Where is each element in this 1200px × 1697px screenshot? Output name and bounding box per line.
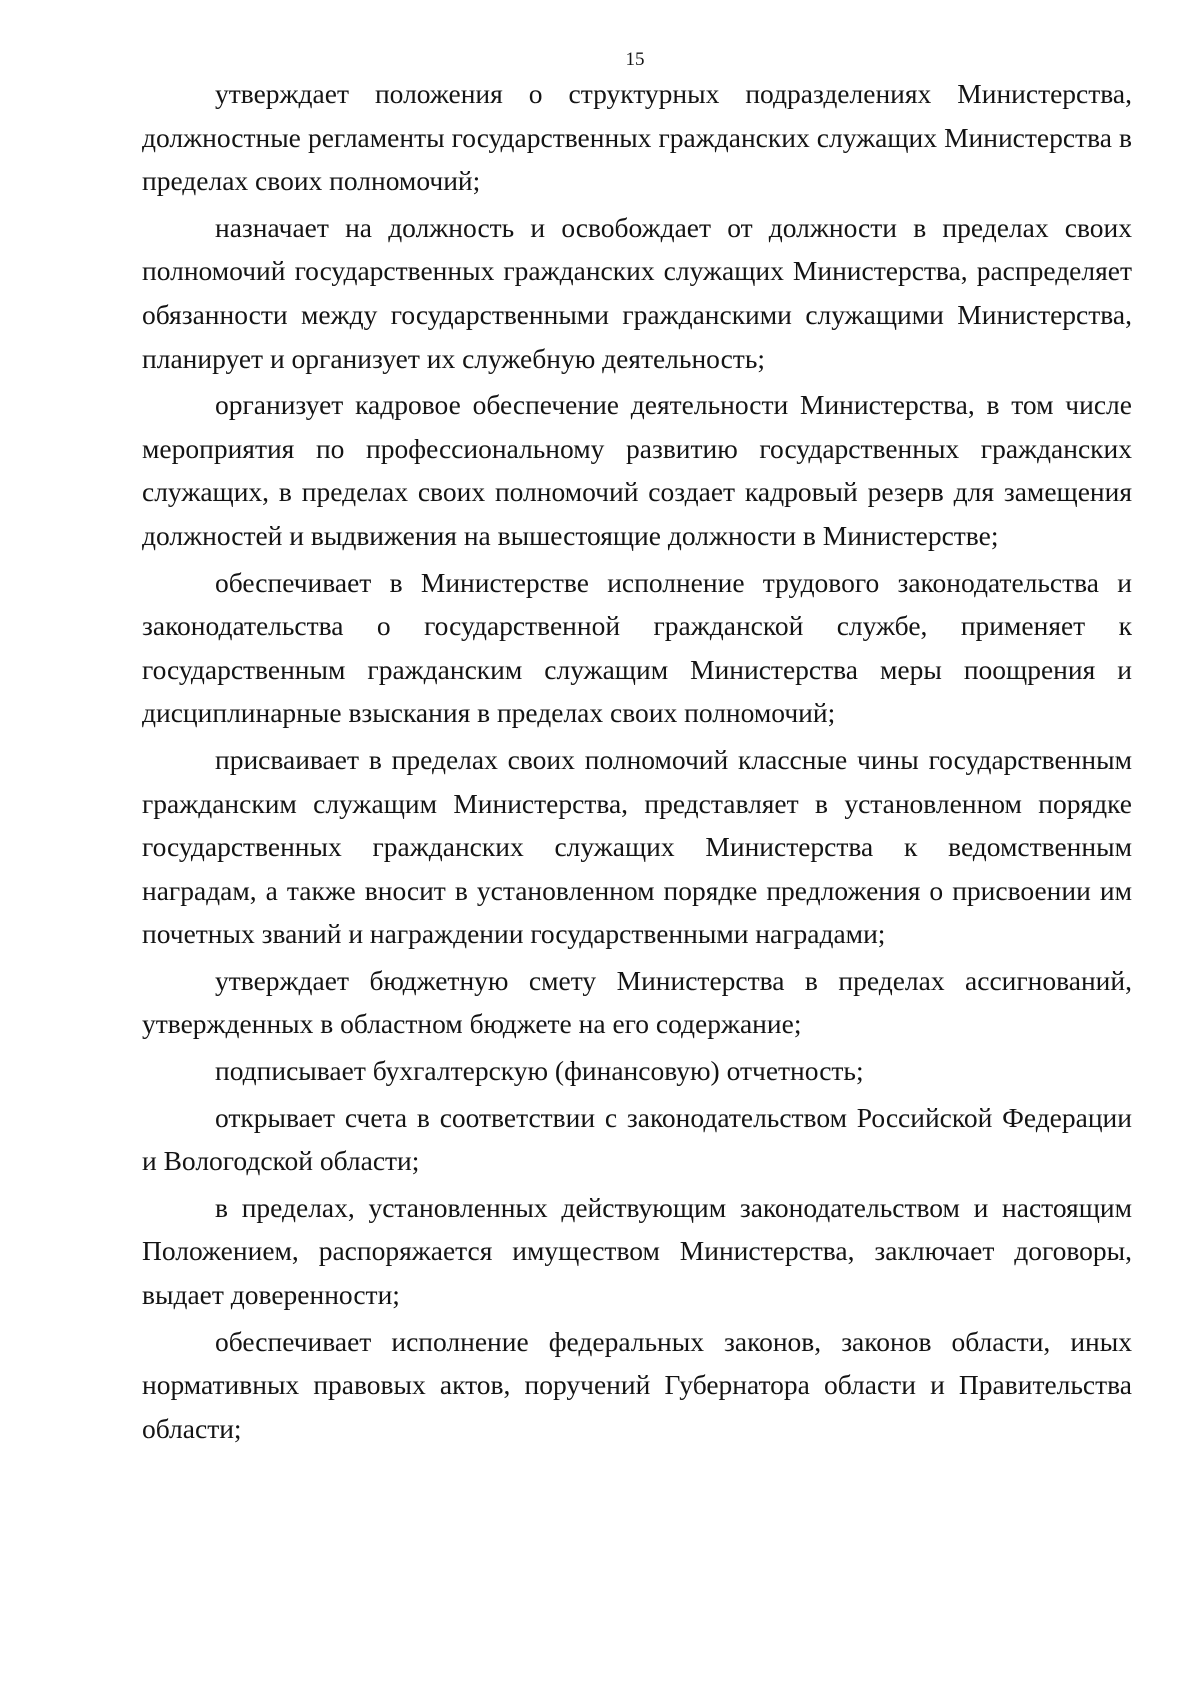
paragraph-ensures-execution: обеспечивает исполнение федеральных законов, законов области, иных нормативных правовых актов, поручений Губернатора области и Правительства области; [142,1325,1132,1444]
page-number: 15 [625,49,645,70]
paragraph-disposes-property: в пределах, установленных действующим законодательством и настоящим Положением, распоряжается имуществом Министерства, заключает договоры, выдает доверенности; [142,1191,1132,1311]
paragraph-assigns-class-ranks: присваивает в пределах своих полномочий классные чины государственным гражданским служащим Министерства, представляет в установленном порядке государственных гражданских служащих Министерства к ведомственным наградам, а также вносит в установленном порядке предложения о присвоении им почетных званий и награждении государственными наградами; [142,743,1132,950]
paragraph-organizes-staffing: организует кадровое обеспечение деятельности Министерства, в том числе мероприятия по профессиональному развитию государственных гражданских служащих, в пределах своих полномочий создает кадровый резерв для замещения должностей и выдвижения на вышестоящие должности в Министерстве; [142,389,1132,551]
paragraph-approves-budget: утверждает бюджетную смету Министерства в пределах ассигнований, утвержденных в областном бюджете на его содержание; [142,964,1132,1040]
paragraph-opens-accounts: открывает счета в соответствии с законодательством Российской Федерации и Вологодской области; [142,1101,1132,1177]
paragraph-ensures-labor-law: обеспечивает в Министерстве исполнение трудового законодательства и законодательства о государственной гражданской службе, применяет к государственным гражданским служащим Министерства меры поощрения и дисциплинарные взыскания в пределах своих полномочий; [142,566,1132,729]
paragraph-signs-reporting: подписывает бухгалтерскую (финансовую) отчетность; [215,1055,864,1087]
paragraph-appoints-and-dismisses: назначает на должность и освобождает от должности в пределах своих полномочий государственных гражданских служащих Министерства, распределяет обязанности между государственными гражданскими служащими Министерства, планирует и организует их служебную деятельность; [142,211,1132,374]
document-body [142,72,1132,1450]
paragraph-approves-regulations: утверждает положения о структурных подразделениях Министерства, должностные регламенты государственных гражданских служащих Министерства в пределах своих полномочий; [142,78,1132,197]
